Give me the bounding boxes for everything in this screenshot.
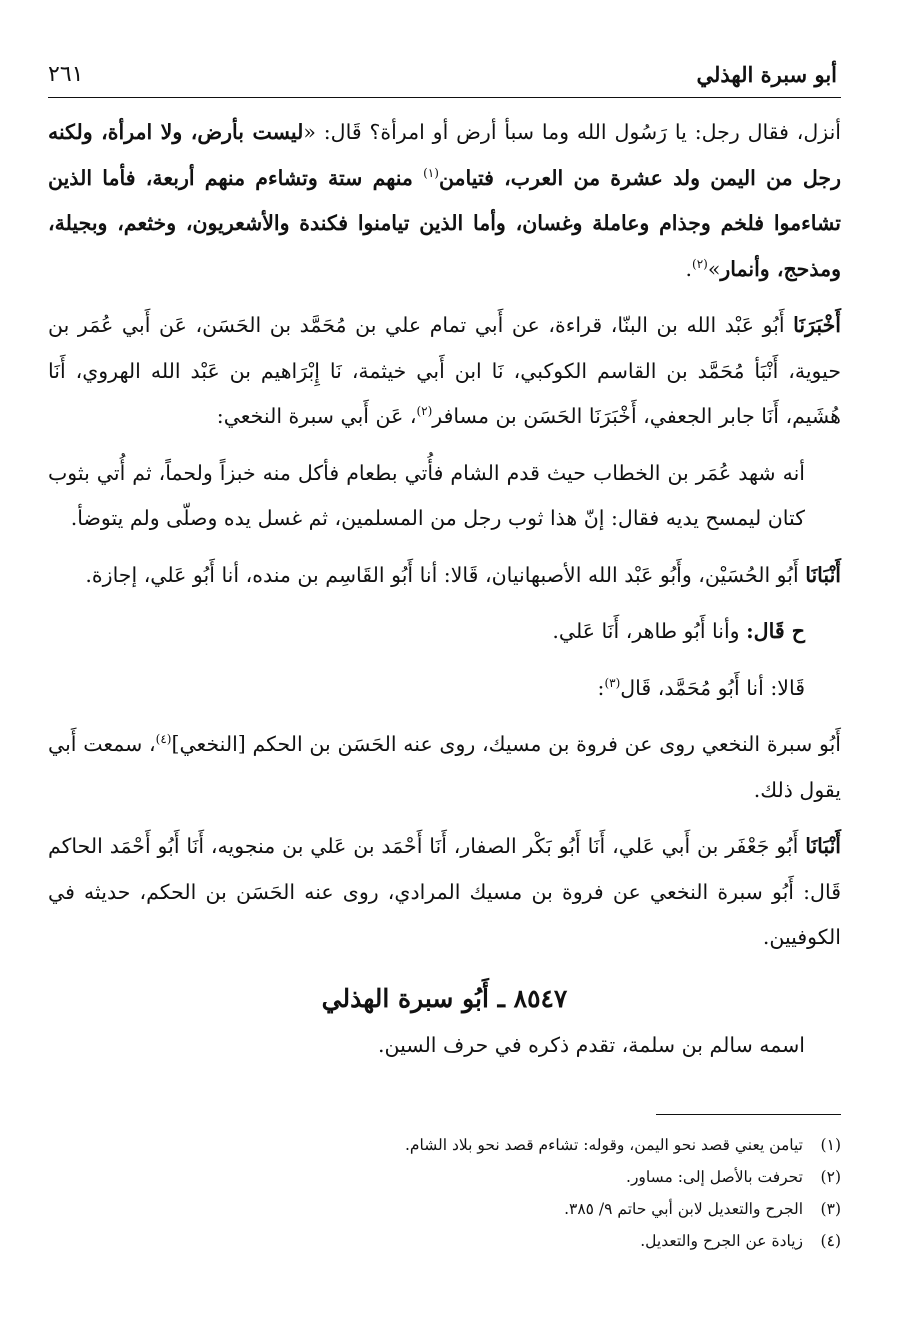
footnote-text: زيادة عن الجرح والتعديل.	[640, 1232, 803, 1250]
main-text	[48, 110, 841, 1068]
bold-text-run: ليست بأرض، ولا امرأة، ولكنه رجل من اليمن ولد عشرة من العرب، فتيامن	[48, 120, 841, 190]
text-run: ، عَن أَبي سبرة النخعي:	[216, 404, 417, 428]
text-run: أَبُو الحُسَيْن، وأَبُو عَبْد الله الأصبهانيان، قَالا: أنا أَبُو القَاسِم بن منده، أنا أَبُو عَلي، إجازة.	[85, 562, 806, 587]
footnote-ref: (٢)	[692, 256, 708, 271]
text-run: أنه شهد عُمَر بن الخطاب حيث قدم الشام فأُتي بطعام فأكل منه خبزاً ولحماً، ثم أُتي بثوب كتان ليمسح يديه فقال: إنّ هذا ثوب رجل من المسلمين، ثم غسل يده وصلّى ولم يتوضأ.	[48, 460, 805, 530]
entry-body: اسمه سالم بن سلمة، تقدم ذكره في حرف السين.	[377, 1032, 805, 1057]
bold-text-run: منهم ستة وتشاءم منهم أربعة، فأما الذين تشاءموا فلخم وجذام وعاملة وغسان، وأما الذين تيامنوا فكندة والأشعريون، وخثعم، وبجيلة، ومذحج، وأنمار	[48, 165, 841, 281]
text-run: »	[707, 256, 721, 281]
footnote-number: (١)	[820, 1136, 841, 1154]
text-run: أَبُو عَبْد الله بن البنّا، قراءة، عن أَبي تمام علي بن مُحَمَّد بن الحَسَن، عَن أَبي عُمَر بن حيوية، أَنْبَأ مُحَمَّد بن القاسم الكوكبي، نَا ابن أَبي خيثمة، نَا إِبْرَاهيم بن عَبْد الله الهروي، أَنَا هُشَيم، أَنَا جابر الجعفي، أَخْبَرَنَا الحَسَن بن مسافر	[48, 313, 841, 428]
footnote-text: الجرح والتعديل لابن أبي حاتم ٩/ ٣٨٥.	[564, 1200, 803, 1218]
paragraph-isnad-2	[48, 553, 841, 599]
running-head	[48, 52, 841, 98]
text-run: قَالا: أنا أَبُو مُحَمَّد، قَال	[620, 675, 805, 700]
text-run: أَبُو سبرة النخعي روى عن فروة بن مسيك، روى عنه الحَسَن بن الحكم [النخعي]	[171, 732, 842, 756]
footnote-ref: (٣)	[604, 675, 621, 690]
bold-text-run: أَنْبَانَا	[805, 562, 841, 587]
bold-text-run: أَخْبَرَنَا	[793, 313, 841, 337]
paragraph-isnad-1	[48, 303, 841, 440]
running-title: أبو سبرة الهذلي	[696, 62, 837, 87]
paragraph-ha-qal	[48, 609, 841, 655]
bold-text-run: أَنْبَانَا	[805, 834, 841, 858]
paragraph-qala	[48, 666, 841, 712]
entry-heading: ٨٥٤٧ ـ أَبُو سبرة الهذلي	[321, 983, 568, 1013]
text-run: ، سمعت أَبي يقول ذلك.	[48, 732, 841, 802]
footnote-divider	[656, 1114, 841, 1115]
text-run: أَبُو جَعْفَر بن أَبي عَلي، أَنَا أَبُو بَكْر الصفار، أَنَا أَحْمَد بن عَلي بن منجويه، أَنَا أَبُو أَحْمَد الحاكم قَال: أَبُو سبرة النخعي عن فروة بن مسيك المرادي، روى عنه الحَسَن بن الحكم، حديثه في الكوفيين.	[48, 834, 841, 949]
paragraph-isnad-3	[48, 824, 841, 961]
footnote-text: تحرفت بالأصل إلى: مساور.	[626, 1168, 803, 1186]
footnote-ref: (١)	[423, 165, 439, 180]
footnote-number: (٢)	[820, 1168, 841, 1186]
text-run: :	[597, 675, 605, 700]
footnote-number: (٣)	[820, 1200, 841, 1218]
page-number: ٢٦١	[48, 62, 84, 87]
paragraph-quote	[48, 722, 841, 813]
footnote	[48, 1161, 841, 1193]
paragraph-hadith-saba	[48, 110, 841, 292]
footnote	[48, 1193, 841, 1225]
footnote-number: (٤)	[820, 1232, 841, 1250]
footnote	[48, 1129, 841, 1161]
text-run: أنزل، فقال رجل: يا رَسُول الله وما سبأ أرض أو امرأة؟ قَال: «	[303, 120, 841, 144]
paragraph-matn	[48, 451, 841, 542]
text-run: .	[685, 256, 693, 281]
text-run: وأنا أَبُو طاهر، أَنَا عَلي.	[552, 619, 747, 643]
footnote-ref: (٤)	[155, 732, 172, 747]
footnote-text: تيامن يعني قصد نحو اليمن، وقوله: تشاءم قصد نحو بلاد الشام.	[404, 1136, 803, 1154]
footnotes	[48, 1129, 841, 1257]
footnote-ref: (٢)	[416, 404, 433, 419]
footnote	[48, 1225, 841, 1257]
bold-text-run: ح قَال:	[746, 619, 805, 643]
